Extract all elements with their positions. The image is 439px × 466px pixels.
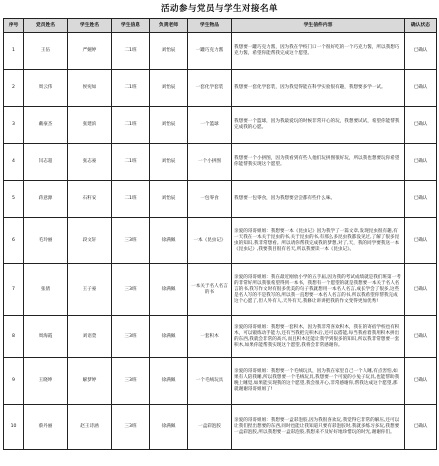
cell-member: 戴豪杰 bbox=[24, 107, 68, 144]
header-status: 确认状态 bbox=[405, 19, 437, 33]
cell-no: 5 bbox=[4, 181, 24, 218]
cell-no: 9 bbox=[4, 358, 24, 405]
table-row bbox=[4, 181, 437, 218]
cell-teacher: 徐满佩 bbox=[150, 405, 188, 450]
header-letter: 学生信件内容 bbox=[232, 19, 405, 33]
header-student: 学生姓名 bbox=[68, 19, 112, 33]
cell-member: 王晓坤 bbox=[24, 358, 68, 405]
cell-item: 一个毛绒玩具 bbox=[188, 358, 232, 405]
cell-teacher: 徐满佩 bbox=[150, 358, 188, 405]
cell-student: 石籽安 bbox=[68, 181, 112, 218]
cell-member: 周云伟 bbox=[24, 70, 68, 107]
cell-member: 蒋意源 bbox=[24, 181, 68, 218]
cell-letter: 我想要一罐巧克力酱，因为我在学校门口一个很好吃的一个巧克力酱，所以我想巧克力酱，希望你能帮我完成这个愿望。 bbox=[232, 33, 405, 70]
header-info: 学生信息 bbox=[112, 19, 150, 33]
cell-info: 三3班 bbox=[112, 405, 150, 450]
cell-info: 三3班 bbox=[112, 358, 150, 405]
cell-status: 已确认 bbox=[405, 358, 437, 405]
cell-letter: 亲爱的哥哥姐姐：我想要一盒彩泡胶,因为我很喜欢玩,我觉得它非常的解压,还可以让我们捏出想要的东西,同时也能让我知道只要有彩泡胶时,我就多练习多玩,我想要一盒彩泡胶,所以我想要一盒彩泡胶,我想来不及好好地珍惜玩的时光,谢谢你们。 bbox=[232, 405, 405, 450]
cell-item: 一包零食 bbox=[188, 181, 232, 218]
table-row bbox=[4, 358, 437, 405]
cell-student: 严婉婷 bbox=[68, 33, 112, 70]
cell-student: 赵王诗涵 bbox=[68, 405, 112, 450]
cell-letter: 亲爱的哥哥姐姐：我想要一个毛绒玩具，因为我在家里自己一个人睡,有点害怕,如果有人陪我睡,所以我想要一个毛绒玩具,我想要一个可爱的小兔子玩具,也能帮助我晚上睡觉,如果能实现我的这个愿望,我会很开心,非常感谢你,帮我达成这个愿望,那就谢谢哥哥姐姐了! bbox=[232, 358, 405, 405]
cell-item: 一个小拼图 bbox=[188, 144, 232, 181]
cell-item: 一本《昆虫记》 bbox=[188, 218, 232, 264]
cell-letter: 亲爱的哥哥姐姐：我想要一套积木，因为我非常喜欢积木，我在的寄宿学校也有积木，可以锻炼动手能力,还有当我把完积木后,还可以搭能,每当我看着我用积木拼出的东西,我就会非常的高兴,而且积木还能让我学到很多的知识,所以我非常想要一套积木,如果你能帮我实现这个愿望,我将会非常感谢你。 bbox=[232, 316, 405, 358]
cell-info: 二1班 bbox=[112, 144, 150, 181]
cell-info: 三3班 bbox=[112, 316, 150, 358]
cell-status: 已确认 bbox=[405, 316, 437, 358]
cell-student: 侯宛如 bbox=[68, 70, 112, 107]
cell-teacher: 刘怡辰 bbox=[150, 144, 188, 181]
cell-no: 4 bbox=[4, 144, 24, 181]
cell-status: 已确认 bbox=[405, 405, 437, 450]
cell-info: 二1班 bbox=[112, 181, 150, 218]
page-title: 活动参与党员与学生对接名单 bbox=[160, 4, 278, 14]
cell-no: 7 bbox=[4, 264, 24, 316]
cell-status: 已确认 bbox=[405, 33, 437, 70]
cell-no: 3 bbox=[4, 107, 24, 144]
cell-no: 1 bbox=[4, 33, 24, 70]
cell-status: 已确认 bbox=[405, 264, 437, 316]
cell-teacher: 刘怡辰 bbox=[150, 181, 188, 218]
table-row bbox=[4, 144, 437, 181]
cell-letter: 我想要一包零食，因为我想要尝尝都有些什么味。 bbox=[232, 181, 405, 218]
table-row bbox=[4, 70, 437, 107]
cell-student: 王子豪 bbox=[68, 264, 112, 316]
table-row bbox=[4, 107, 437, 144]
cell-letter: 我想要一套化学套装，因为我觉得能在科学实验很有趣，我想要多学一试。 bbox=[232, 70, 405, 107]
cell-letter: 我想要一个小拼图，因为我看到有些人他们玩拼图很好玩，所以我也想要玩你希望你能帮我实现这个愿望。 bbox=[232, 144, 405, 181]
cell-info: 二1班 bbox=[112, 107, 150, 144]
cell-status: 已确认 bbox=[405, 70, 437, 107]
header-teacher: 负责老师 bbox=[150, 19, 188, 33]
cell-teacher: 徐满佩 bbox=[150, 218, 188, 264]
cell-teacher: 刘怡辰 bbox=[150, 33, 188, 70]
cell-member: 张倩 bbox=[24, 264, 68, 316]
cell-student: 段文轩 bbox=[68, 218, 112, 264]
header-member: 党员姓名 bbox=[24, 19, 68, 33]
cell-student: 张建滨 bbox=[68, 107, 112, 144]
cell-no: 6 bbox=[4, 218, 24, 264]
header-item: 学生物品 bbox=[188, 19, 232, 33]
cell-member: 蔡丹丽 bbox=[24, 405, 68, 450]
cell-item: 一罐巧克力酱 bbox=[188, 33, 232, 70]
cell-member: 王伍 bbox=[24, 33, 68, 70]
cell-teacher: 徐满佩 bbox=[150, 316, 188, 358]
cell-letter: 亲爱的哥哥姐姐：我在最近刚放小学的五手届,因为我的考试成绩就是我们班第一考的非常好所以我很希望得到一本书，我想有一个愿望的就是我想要一本关于名人名言的书,我写作文时有很多优美的句子我就想用一本名人名言,成长学会了很多,这些是名人写的不是我写的,所以我一直想要一本名人名言的书,所以我希望你帮我完成这个心愿了,但人外有人,天外有天,我修让讲讲把我的作文变得更加优秀! bbox=[232, 264, 405, 316]
cell-member: 闫志超 bbox=[24, 144, 68, 181]
cell-item: 一套积木 bbox=[188, 316, 232, 358]
cell-letter: 我想要一个篮球，因为我最爱玩的时候非常开心的玩，我想要试试，希望你能帮我完成我的心愿。 bbox=[232, 107, 405, 144]
cell-info: 三3班 bbox=[112, 218, 150, 264]
table-row bbox=[4, 264, 437, 316]
cell-student: 刘语萱 bbox=[68, 316, 112, 358]
table-row bbox=[4, 405, 437, 450]
cell-status: 已确认 bbox=[405, 107, 437, 144]
table-header-row bbox=[4, 19, 437, 33]
header-no: 序号 bbox=[4, 19, 24, 33]
cell-student: 解梦婷 bbox=[68, 358, 112, 405]
matching-table bbox=[3, 18, 437, 450]
table-row bbox=[4, 218, 437, 264]
cell-letter: 亲爱的哥哥姐姐：我想要一本《昆虫记》因为我学了一篇文章,发现昆虫很有趣,有一天我在一本关于昆虫的书,关于昆虫的书,有那么多昆虫我都没见过,了解了很多昆虫的知识,我非常想看。所以请你帮我完成我的梦想,对了,天，我的同学要我送一本《昆虫记》,我要我目很有名天,所以我要读一本《昆虫记》。 bbox=[232, 218, 405, 264]
cell-no: 10 bbox=[4, 405, 24, 450]
cell-item: 一盒彩泡胶 bbox=[188, 405, 232, 450]
cell-status: 已确认 bbox=[405, 181, 437, 218]
cell-member: 毛玲丽 bbox=[24, 218, 68, 264]
cell-info: 二1班 bbox=[112, 70, 150, 107]
table-row bbox=[4, 316, 437, 358]
cell-no: 8 bbox=[4, 316, 24, 358]
cell-teacher: 刘怡辰 bbox=[150, 107, 188, 144]
cell-no: 2 bbox=[4, 70, 24, 107]
cell-teacher: 徐满佩 bbox=[150, 264, 188, 316]
cell-item: 一本关于名人名言的书 bbox=[188, 264, 232, 316]
cell-item: 一套化学套装 bbox=[188, 70, 232, 107]
table-row bbox=[4, 33, 437, 70]
cell-member: 周海霞 bbox=[24, 316, 68, 358]
cell-info: 三3班 bbox=[112, 264, 150, 316]
cell-status: 已确认 bbox=[405, 144, 437, 181]
cell-item: 一个篮球 bbox=[188, 107, 232, 144]
cell-student: 张志豪 bbox=[68, 144, 112, 181]
cell-teacher: 刘怡辰 bbox=[150, 70, 188, 107]
cell-info: 二1班 bbox=[112, 33, 150, 70]
cell-status: 已确认 bbox=[405, 218, 437, 264]
